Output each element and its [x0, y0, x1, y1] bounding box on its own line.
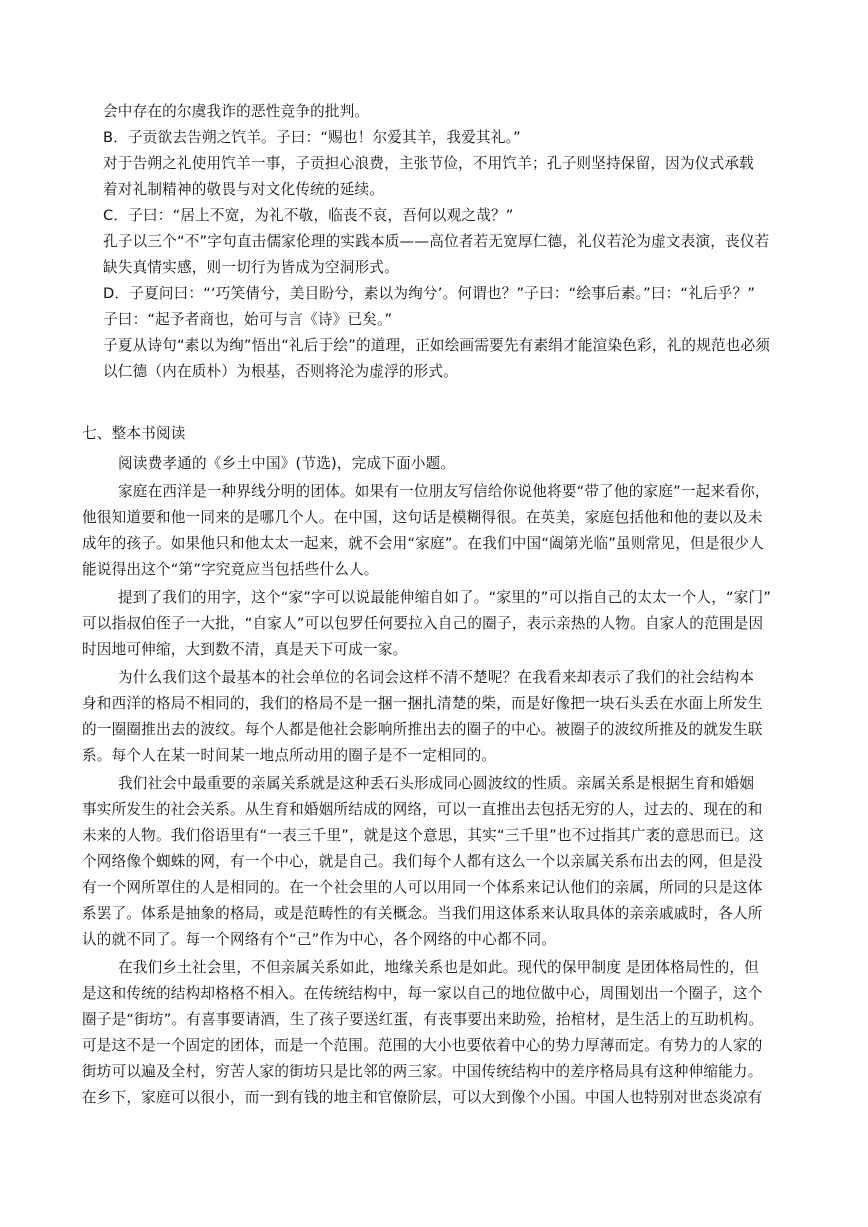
passage-line: 他很知道要和他一同来的是哪几个人。在中国，这句话是模糊得很。在英美，家庭包括他和他的妻以及未: [82, 509, 763, 526]
passage-line: 我们社会中最重要的亲属关系就是这种丢石头形成同心圆波纹的性质。亲属关系是根据生育和婚姻: [118, 775, 755, 792]
option-c: C．子曰：“居上不宽，为礼不敬，临丧不哀，吾何以观之哉？”: [103, 207, 514, 224]
answer-text-line: 缺失真情实感，则一切行为皆成为空洞形式。: [103, 259, 399, 276]
passage-line: 有一个网所罩住的人是相同的。在一个社会里的人可以用同一个体系来记认他们的亲属，所同的只是这体: [82, 879, 763, 896]
passage-line: 系罢了。体系是抽象的格局，或是范畴性的有关概念。当我们用这体系来认取具体的亲亲戚戚时，各人所: [82, 905, 763, 922]
passage-line: 系。每个人在某一时间某一地点所动用的圈子是不一定相同的。: [82, 747, 497, 764]
answer-text-line: 对于告朔之礼使用饩羊一事，子贡担心浪费，主张节俭，不用饩羊；孔子则坚持保留，因为仪式承载: [103, 155, 754, 172]
passage-line: 家庭在西洋是一种界线分明的团体。如果有一位朋友写信给你说他将要“带了他的家庭”一起来看你，: [118, 483, 770, 500]
answer-text-line: 会中存在的尔虞我诈的恶性竞争的批判。: [103, 103, 370, 120]
passage-line: 提到了我们的用字，这个“家”字可以说最能伸缩自如了。“家里的”可以指自己的太太一个人，“家门”: [118, 589, 772, 606]
passage-line: 圈子是“街坊”。有喜事要请酒，生了孩子要送红蛋，有丧事要出来助殓，抬棺材，是生活上的互助机构。: [82, 1011, 764, 1028]
passage-line: 认的就不同了。每一个网络有个“己”作为中心，各个网络的中心都不同。: [82, 931, 557, 948]
passage-line: 个网络像个蜘蛛的网，有一个中心，就是自己。我们每个人都有这么一个以亲属关系布出去的网，但是没: [82, 853, 763, 870]
option-b: B．子贡欲去告朔之饩羊。子曰：“赐也！尔爱其羊，我爱其礼。”: [103, 129, 521, 146]
answer-text-line: 以仁德（内在质朴）为根基，否则将沦为虚浮的形式。: [103, 363, 459, 380]
answer-text-line: 孔子以三个“不”字句直击儒家伦理的实践本质——高位者若无宽厚仁德，礼仪若沦为虚文表演，丧仪若: [103, 233, 770, 250]
passage-line: 时因地可伸缩，大到数不清，真是天下可成一家。: [82, 641, 408, 658]
passage-line: 为什么我们这个最基本的社会单位的名词会这样不清不楚呢？在我看来却表示了我们的社会结构本: [118, 669, 755, 686]
passage-line: 在我们乡土社会里，不但亲属关系如此，地缘关系也是如此。现代的保甲制度 是团体格局性的，但: [118, 959, 759, 976]
answer-text-line: 着对礼制精神的敬畏与对文化传统的延续。: [103, 181, 385, 198]
answer-text-line: 子夏从诗句“素以为绚”悟出“礼后于绘”的道理，正如绘画需要先有素绢才能渲染色彩，礼的规范也必须: [103, 337, 771, 354]
passage-line: 成年的孩子。如果他只和他太太一起来，就不会用“家庭”。在我们中国“阖第光临”虽则常见，但是很少人: [82, 535, 764, 552]
section-heading: 七、整本书阅读: [82, 425, 186, 442]
passage-line: 未来的人物。我们俗语里有“一表三千里”，就是这个意思，其实“三千里”也不过指其广袤的意思而已。这: [82, 827, 764, 844]
passage-line: 身和西洋的格局不相同的，我们的格局不是一捆一捆扎清楚的柴，而是好像把一块石头丢在水面上所发生: [82, 695, 763, 712]
passage-line: 可是这不是一个固定的团体，而是一个范围。范围的大小也要依着中心的势力厚薄而定。有势力的人家的: [82, 1037, 763, 1054]
passage-line: 是这和传统的结构却格格不相入。在传统结构中，每一家以自己的地位做中心，周围划出一个圈子，这个: [82, 985, 763, 1002]
passage-line: 在乡下，家庭可以很小，而一到有钱的地主和官僚阶层，可以大到像个小国。中国人也特别对世态炎凉有: [82, 1089, 763, 1106]
passage-line: 的一圈圈推出去的波纹。每个人都是他社会影响所推出去的圈子的中心。被圈子的波纹所推及的就发生联: [82, 721, 763, 738]
passage-line: 街坊可以遍及全村，穷苦人家的街坊只是比邻的两三家。中国传统结构中的差序格局具有这种伸缩能力。: [82, 1063, 763, 1080]
answer-text-line: 子曰：“起予者商也，始可与言《诗》已矣。”: [103, 311, 393, 328]
reading-intro: 阅读费孝通的《乡土中国》(节选)，完成下面小题。: [118, 455, 456, 472]
passage-line: 可以指叔伯侄子一大批，“自家人”可以包罗任何要拉入自己的圈子，表示亲热的人物。自家人的范围是因: [82, 615, 764, 632]
passage-line: 事实所发生的社会关系。从生育和婚姻所结成的网络，可以一直推出去包括无穷的人，过去的、现在的和: [82, 801, 763, 818]
passage-line: 能说得出这个“第”字究竟应当包括些什么人。: [82, 561, 379, 578]
option-d: D．子夏问曰：“‘巧笑倩兮，美目盼兮，素以为绚兮’。何谓也？”子曰：“绘事后素。”曰：“礼后乎？”: [103, 285, 756, 302]
